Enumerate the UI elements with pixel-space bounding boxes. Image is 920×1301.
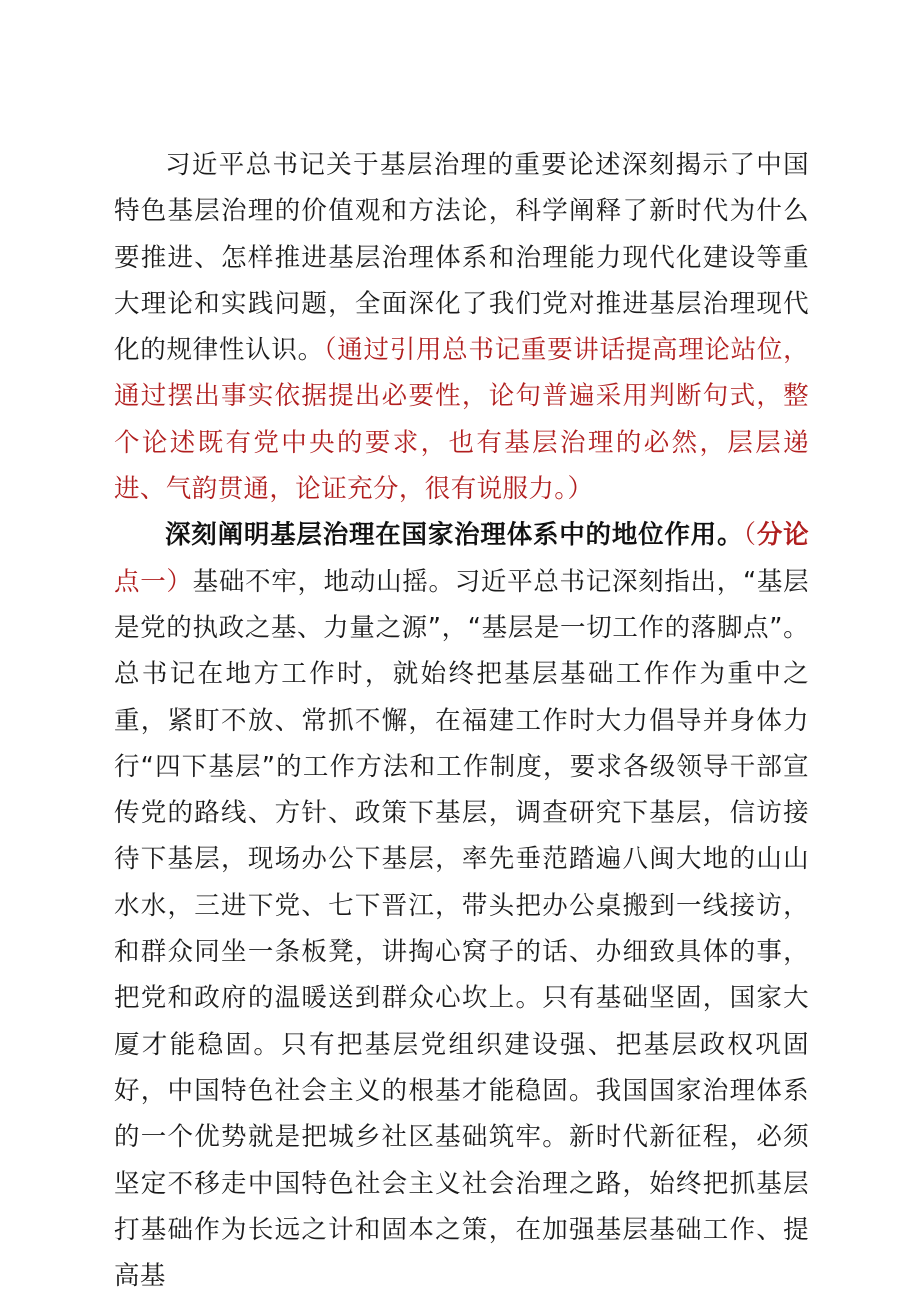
paragraph-intro-annotation: （通过引用总书记重要讲话提高理论站位，通过摆出事实依据提出必要性，论句普遍采用判断句式，整个论述既有党中央的要求，也有基层治理的必然，层层递进、气韵贯通，论证充分，很有说服力。）: [114, 335, 809, 505]
point-one-body-text: 基础不牢，地动山摇。习近平总书记深刻指出，“基层是党的执政之基、力量之源”，“基层是一切工作的落脚点”。总书记在地方工作时，就始终把基层基础工作作为重中之重，紧盯不放、常抓不懈，在福建工作时大力倡导并身体力行“四下基层”的工作方法和工作制度，要求各级领导干部宣传党的路线、方针、政策下基层，调查研究下基层，信访接待下基层，现场办公下基层，率先垂范踏遍八闽大地的山山水水，三进下党、七下晋江，带头把办公桌搬到一线接访，和群众同坐一条板凳，讲掏心窝子的话、办细致具体的事，把党和政府的温暖送到群众心坎上。只有基础坚固，国家大厦才能稳固。只有把基层党组织建设强、把基层政权巩固好，中国特色社会主义的根基才能稳固。我国国家治理体系的一个优势就是把城乡社区基础筑牢。新时代新征程，必须坚定不移走中国特色社会主义社会治理之路，始终把抓基层打基础作为长远之计和固本之策，在加强基层基础工作、提高基: [114, 566, 810, 1292]
point-one-annotation-open: （: [743, 520, 757, 551]
point-one-annotation-bold: 分论: [756, 520, 809, 551]
document-page: [114, 142, 809, 1299]
paragraph-intro: [114, 142, 809, 512]
point-one-annotation-rest: 点一）: [114, 566, 193, 597]
paragraph-intro-text: 习近平总书记关于基层治理的重要论述深刻揭示了中国特色基层治理的价值观和方法论，科学阐释了新时代为什么要推进、怎样推进基层治理体系和治理能力现代化建设等重大理论和实践问题，全面深化了我们党对推进基层治理现代化的规律性认识。: [114, 150, 809, 366]
paragraph-point-one: [114, 512, 809, 1299]
point-one-heading: 深刻阐明基层治理在国家治理体系中的地位作用。: [165, 520, 744, 551]
